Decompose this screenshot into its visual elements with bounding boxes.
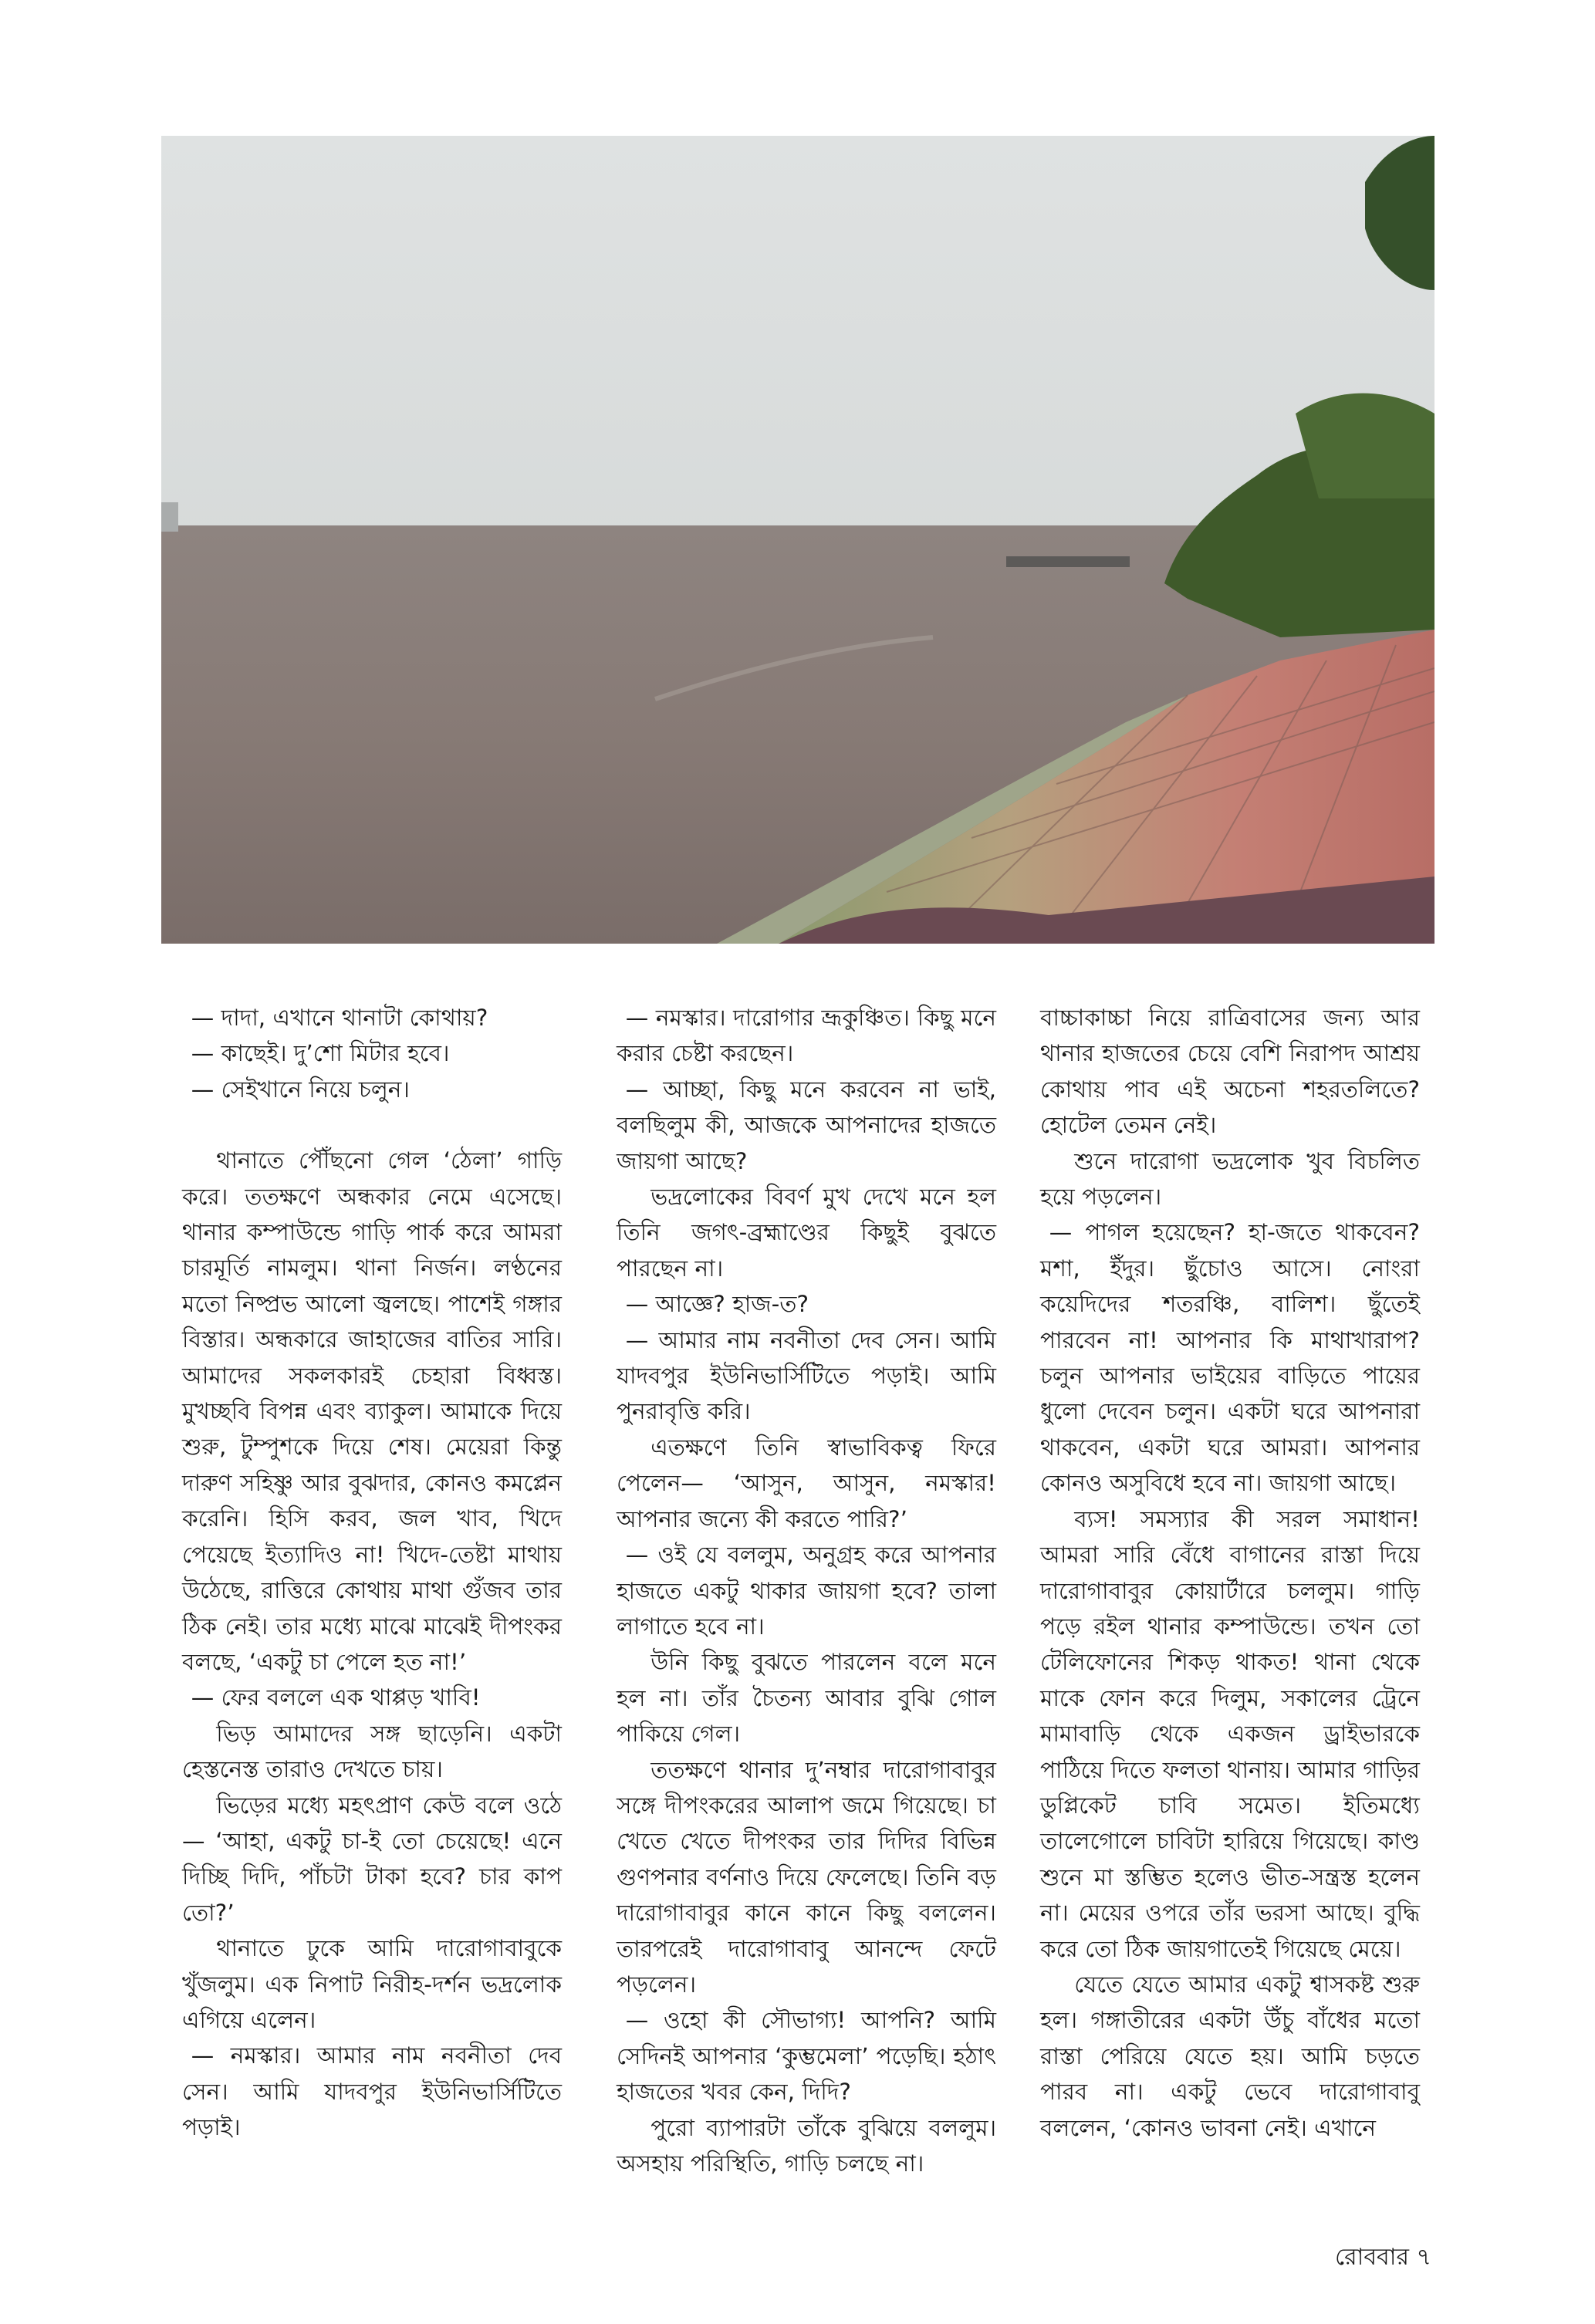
paragraph: — আজ্ঞে? হাজ-ত? <box>625 1291 809 1318</box>
text-column-1 <box>182 1000 562 2146</box>
text-column-2 <box>617 1000 996 2181</box>
paragraph: ভদ্রলোকের বিবর্ণ মুখ দেখে মনে হল তিনি জগৎ-ব্রহ্মাণ্ডের কিছুই বুঝতে পারছেন না। <box>617 1184 996 1282</box>
paragraph: পুরো ব্যাপারটা তাঁকে বুঝিয়ে বললুম। অসহায় পরিস্থিতি, গাড়ি চলছে না। <box>617 2114 996 2177</box>
text-column-3 <box>1040 1000 1420 2146</box>
paragraph: থানাতে ঢুকে আমি দারোগাবাবুকে খুঁজলুম। এক নিপাট নিরীহ-দর্শন ভদ্রলোক এগিয়ে এলেন। <box>182 1935 562 2033</box>
paragraph: — পাগল হয়েছেন? হা-জতে থাকবেন? মশা, ইঁদুর। ছুঁচোও আসে। নোংরা কয়েদিদের শতরঞ্চি, বালিশ। ছুঁতেই পারবেন না! আপনার কি মাথাখারাপ? চলুন আপনার ভাইয়ের বাড়িতে পায়ের ধুলো দেবেন চলুন। একটা ঘরে আপনারা থাকবেন, একটা ঘরে আমরা। আপনার কোনও অসুবিধে হবে না। জায়গা আছে। <box>1040 1219 1420 1497</box>
river-bank-illustration <box>161 136 1434 944</box>
paragraph: ভিড়ের মধ্যে মহৎপ্রাণ কেউ বলে ওঠে— ‘আহা, একটু চা-ই তো চেয়েছে! এনে দিচ্ছি দিদি, পাঁচটা টাকা হবে? চার কাপ তো?’ <box>182 1792 562 1926</box>
paragraph: ততক্ষণে থানার দু’নম্বার দারোগাবাবুর সঙ্গে দীপংকরের আলাপ জমে গিয়েছে। চা খেতে খেতে দীপংকর তার দিদির বিভিন্ন গুণপনার বর্ণনাও দিয়ে ফেলেছে। তিনি বড় দারোগাবাবুর কানে কানে কিছু বললেন। তারপরেই দারোগাবাবু আনন্দে ফেটে পড়লেন। <box>617 1756 996 1998</box>
paragraph: — নমস্কার। দারোগার ভ্রূকুঞ্চিত। কিছু মনে করার চেষ্টা করছেন। <box>617 1005 996 1067</box>
river-bank-photo <box>161 136 1434 944</box>
paragraph: — ফের বললে এক থাপ্পড় খাবি! <box>191 1684 481 1711</box>
paragraph: যেতে যেতে আমার একটু শ্বাসকষ্ট শুরু হল। গঙ্গাতীরের একটা উঁচু বাঁধের মতো রাস্তা পেরিয়ে যেতে হয়। আমি চড়তে পারব না। একটু ভেবে দারোগাবাবু বললেন, ‘কোনও ভাবনা নেই। এখানে <box>1040 1971 1420 2141</box>
paragraph: — আমার নাম নবনীতা দেব সেন। আমি যাদবপুর ইউনিভার্সিটিতে পড়াই। আমি পুনরাবৃত্তি করি। <box>617 1326 996 1425</box>
paragraph: ভিড় আমাদের সঙ্গ ছাড়েনি। একটা হেস্তনেস্ত তারাও দেখতে চায়। <box>182 1720 562 1783</box>
paragraph: — ওই যে বললুম, অনুগ্রহ করে আপনার হাজতে একটু থাকার জায়গা হবে? তালা লাগাতে হবে না। <box>617 1542 996 1640</box>
paragraph: বাচ্চাকাচ্চা নিয়ে রাত্রিবাসের জন্য আর থানার হাজতের চেয়ে বেশি নিরাপদ আশ্রয় কোথায় পাব এই অচেনা শহরতলিতে? হোটেল তেমন নেই। <box>1040 1005 1420 1139</box>
paragraph: থানাতে পৌঁছনো গেল ‘ঠেলা’ গাড়ি করে। ততক্ষণে অন্ধকার নেমে এসেছে। থানার কম্পাউন্ডে গাড়ি পার্ক করে আমরা চারমূর্তি নামলুম। থানা নির্জন। লণ্ঠনের মতো নিষ্প্রভ আলো জ্বলছে। পাশেই গঙ্গার বিস্তার। অন্ধকারে জাহাজের বাতির সারি। আমাদের সকলকারই চেহারা বিধ্বস্ত। মুখচ্ছবি বিপন্ন এবং ব্যাকুল। আমাকে দিয়ে শুরু, টুম্পুশকে দিয়ে শেষ। মেয়েরা কিন্তু দারুণ সহিষ্ণু আর বুঝদার, কোনও কমপ্লেন করেনি। হিসি করব, জল খাব, খিদে পেয়েছে ইত্যাদিও না! খিদে-তেষ্টা মাথায় উঠেছে, রাত্তিরে কোথায় মাথা গুঁজব তার ঠিক নেই। তার মধ্যে মাঝে মাঝেই দীপংকর বলছে, ‘একটু চা পেলে হত না!’ <box>182 1147 562 1675</box>
paragraph: — কাছেই। দু’শো মিটার হবে। <box>191 1040 450 1067</box>
page-folio: রোববার ৭ <box>1334 2244 1431 2271</box>
paragraph: এতক্ষণে তিনি স্বাভাবিকত্ব ফিরে পেলেন— ‘আসুন, আসুন, নমস্কার! আপনার জন্যে কী করতে পারি?’ <box>617 1434 996 1532</box>
paragraph: শুনে দারোগা ভদ্রলোক খুব বিচলিত হয়ে পড়লেন। <box>1040 1147 1420 1211</box>
paragraph: — দাদা, এখানে থানাটা কোথায়? <box>191 1005 488 1031</box>
paragraph: ব্যস! সমস্যার কী সরল সমাধান! আমরা সারি বেঁধে বাগানের রাস্তা দিয়ে দারোগাবাবুর কোয়ার্টারে চললুম। গাড়ি পড়ে রইল থানার কম্পাউন্ডে। তখন তো টেলিফোনের শিকড় থাকত! থানা থেকে মাকে ফোন করে দিলুম, সকালের ট্রেনে মামাবাড়ি থেকে একজন ড্রাইভারকে পাঠিয়ে দিতে ফলতা থানায়। আমার গাড়ির ডুপ্লিকেট চাবি সমেত। ইতিমধ্যে তালেগোলে চাবিটা হারিয়ে গিয়েছে। কাণ্ড শুনে মা স্তম্ভিত হলেও ভীত-সন্ত্রস্ত হলেন না। মেয়ের ওপরে তাঁর ভরসা আছে। বুদ্ধি করে তো ঠিক জায়গাতেই গিয়েছে মেয়ে। <box>1040 1505 1420 1962</box>
paragraph: — ওহো কী সৌভাগ্য! আপনি? আমি সেদিনই আপনার ‘কুম্ভমেলা’ পড়েছি। হঠাৎ হাজতের খবর কেন, দিদি? <box>617 2007 996 2106</box>
paragraph: উনি কিছু বুঝতে পারলেন বলে মনে হল না। তাঁর চৈতন্য আবার বুঝি গোল পাকিয়ে গেল। <box>617 1649 996 1748</box>
paragraph: — নমস্কার। আমার নাম নবনীতা দেব সেন। আমি যাদবপুর ইউনিভার্সিটিতে পড়াই। <box>182 2042 562 2141</box>
paragraph: — সেইখানে নিয়ে চলুন। <box>191 1076 410 1103</box>
paragraph: — আচ্ছা, কিছু মনে করবেন না ভাই, বলছিলুম কী, আজকে আপনাদের হাজতে জায়গা আছে? <box>617 1076 996 1174</box>
